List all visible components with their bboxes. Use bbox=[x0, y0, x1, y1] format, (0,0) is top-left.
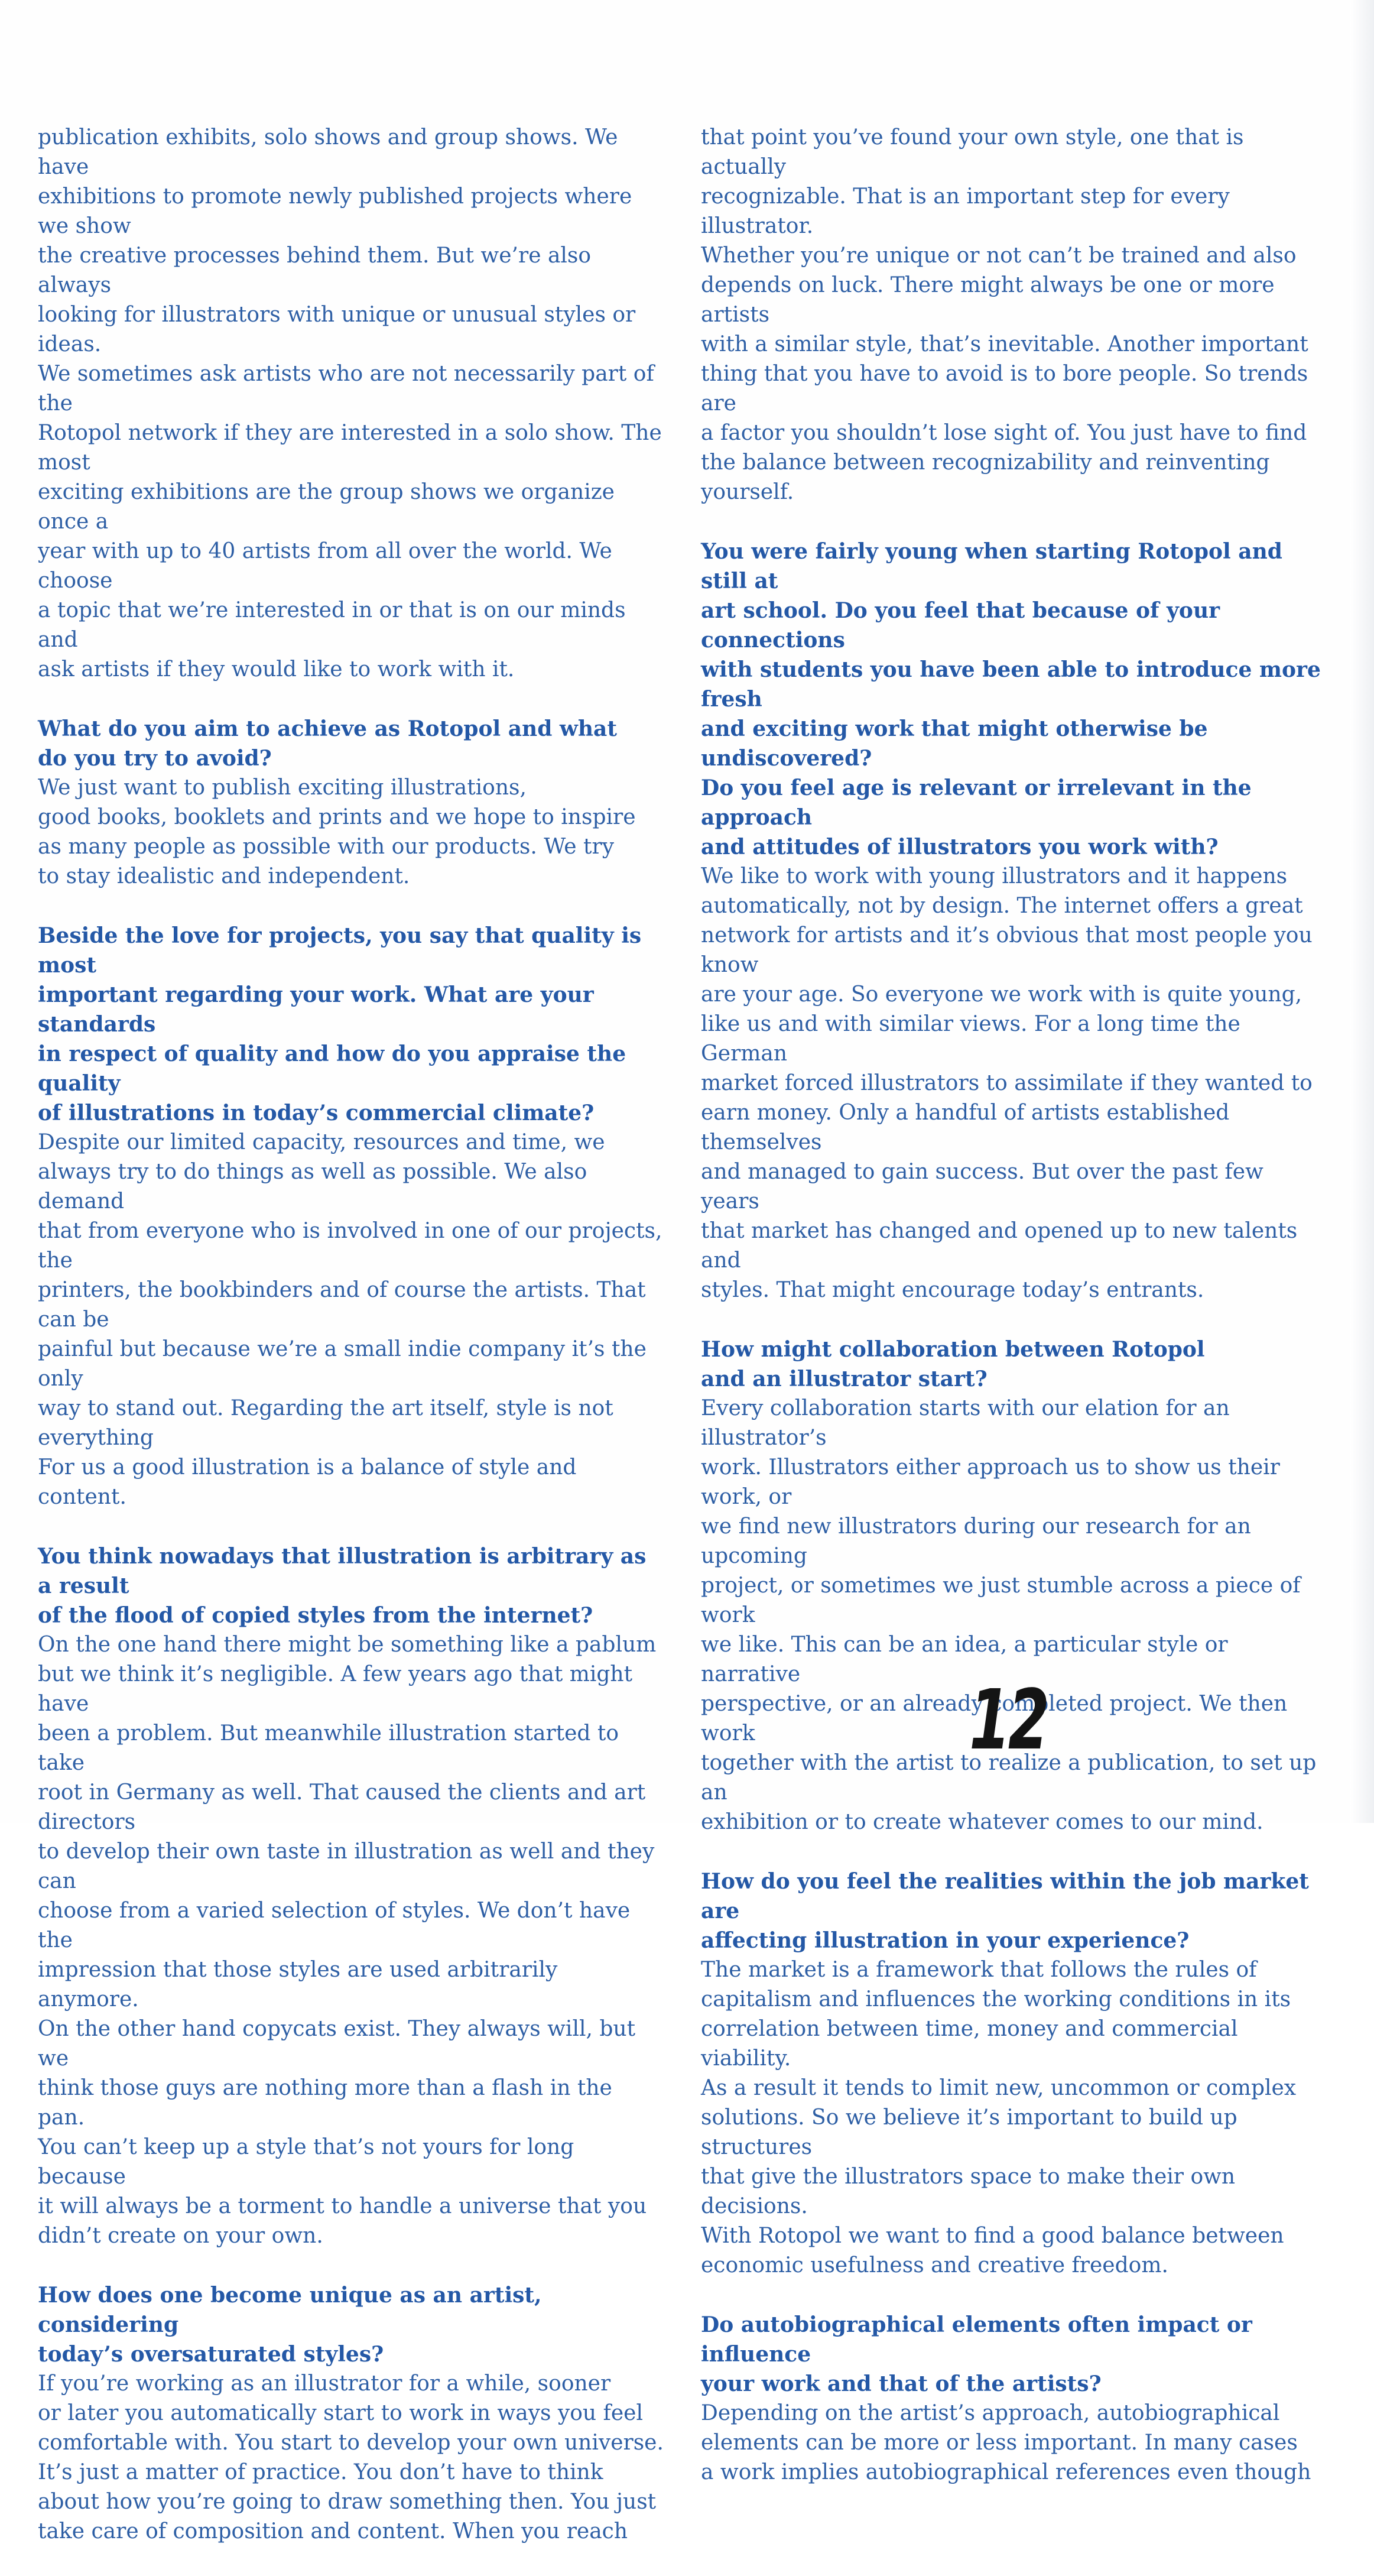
question-heading: How might collaboration between Rotopol and an illustrator start? bbox=[701, 1337, 1205, 1391]
question-heading: Beside the love for projects, you say that quality is most important regarding your work. What are your standards in respect of quality and how do you appraise the quality of illustrations in today’s commercial climate? bbox=[38, 923, 642, 1125]
answer-paragraph: We like to work with young illustrators and it happens automatically, not by design. The internet offers a great network for artists and it’s obvious that most people you know are your age. So everyone we work with is quite young, like us and with similar views. For a long time the German market forced illustrators to assimilate if they wanted to earn money. Only a handful of artists established themselves and managed to gain success. But over the past few years that market has changed and opened up to new talents and styles. That might encourage today’s entrants. bbox=[701, 864, 1313, 1302]
right-column bbox=[701, 123, 1327, 2517]
answer-paragraph: Despite our limited capacity, resources and time, we always try to do things as well as possible. We also demand that from everyone who is involved in one of our projects, the printers, the bookbinders and of course the artists. That can be painful but because we’re a small indie company it’s the only way to stand out. Regarding the art itself, style is not everything For us a good illustration is a balance of style and content. bbox=[38, 1130, 662, 1509]
qa-block bbox=[701, 1867, 1327, 2280]
question-heading: You were fairly young when starting Rotopol and still at art school. Do you feel that because of your connections with students you have been able to introduce more fresh and exciting work that might otherwise be undiscovered? Do you feel age is relevant or irrelevant in the approach and attitudes of illustrators you work with? bbox=[701, 539, 1321, 859]
qa-block bbox=[38, 2280, 664, 2546]
right-intro-paragraph: that point you’ve found your own style, one that is actually recognizable. That is an important step for every illustrator. Whether you’re unique or not can’t be trained and also depends on luck. There might always be one or more artists with a similar style, that’s inevitable. Another important thing that you have to avoid is to bore people. So trends are a factor you shouldn’t lose sight of. You just have to find the balance between recognizability and reinventing yourself. bbox=[701, 125, 1308, 504]
left-intro-paragraph: publication exhibits, solo shows and group shows. We have exhibitions to promote newly published projects where we show the creative processes behind them. But we’re also always looking for illustrators with unique or unusual styles or ideas. We sometimes ask artists who are not necessarily part of the Rotopol network if they are interested in a solo show. The most exciting exhibitions are the group shows we organize once a year with up to 40 artists from all over the world. We choose a topic that we’re interested in or that is on our minds and ask artists if they would like to work with it. bbox=[38, 125, 662, 682]
page-edge-shadow bbox=[1350, 0, 1374, 1823]
qa-block bbox=[701, 2310, 1327, 2487]
qa-block bbox=[38, 921, 664, 1512]
answer-paragraph: Every collaboration starts with our elation for an illustrator’s work. Illustrators either approach us to show us their work, or we find new illustrators during our research for an upcoming project, or sometimes we just stumble across a piece of work we like. This can be an idea, a particular style or narrative perspective, or an already completed project. We then work together with the artist to realize a publication, to set up an exhibition or to create whatever comes to our mind. bbox=[701, 1396, 1317, 1834]
qa-block bbox=[38, 714, 664, 891]
left-intro-block bbox=[38, 123, 664, 684]
answer-paragraph: Depending on the artist’s approach, autobiographical elements can be more or less important. In many cases a work implies autobiographical references even though bbox=[701, 2401, 1311, 2484]
answer-paragraph: The market is a framework that follows the rules of capitalism and influences the working conditions in its correlation between time, money and commercial viability. As a result it tends to limit new, uncommon or complex solutions. So we believe it’s important to build up structures that give the illustrators space to make their own decisions. With Rotopol we want to find a good balance between economic usefulness and creative freedom. bbox=[701, 1958, 1297, 2277]
answer-paragraph: If you’re working as an illustrator for a while, sooner or later you automatically start to work in ways you feel comfortable with. You start to develop your own universe. It’s just a matter of practice. You don’t have to think about how you’re going to draw something then. You just take care of composition and content. When you reach bbox=[38, 2371, 664, 2543]
question-heading: What do you aim to achieve as Rotopol and what do you try to avoid? bbox=[38, 716, 618, 771]
question-heading: How does one become unique as an artist, considering today’s oversaturated styles? bbox=[38, 2283, 542, 2367]
question-heading: You think nowadays that illustration is arbitrary as a result of the flood of copied styles from the internet? bbox=[38, 1544, 647, 1628]
answer-paragraph: We just want to publish exciting illustrations, good books, booklets and prints and we hope to inspire as many people as possible with our products. We try to stay idealistic and independent. bbox=[38, 776, 636, 888]
left-column bbox=[38, 123, 664, 2576]
answer-paragraph: On the one hand there might be something like a pablum but we think it’s negligible. A few years ago that might have been a problem. But meanwhile illustration started to take root in Germany as well. That caused the clients and art directors to develop their own taste in illustration as well and they can choose from a varied selection of styles. We don’t have the impression that those styles are used arbitrarily anymore. On the other hand copycats exist. They always will, but we think those guys are nothing more than a flash in the pan. You can’t keep up a style that’s not yours for long because it will always be a torment to handle a universe that you didn’t create on your own. bbox=[38, 1633, 657, 2248]
qa-block bbox=[701, 537, 1327, 1305]
question-heading: How do you feel the realities within the job market are affecting illustration in your experience? bbox=[701, 1869, 1309, 1953]
qa-block bbox=[38, 1542, 664, 2251]
question-heading: Do autobiographical elements often impact or influence your work and that of the artists? bbox=[701, 2312, 1252, 2396]
page-number: 12 bbox=[969, 1672, 1047, 1769]
right-intro-block bbox=[701, 123, 1327, 507]
